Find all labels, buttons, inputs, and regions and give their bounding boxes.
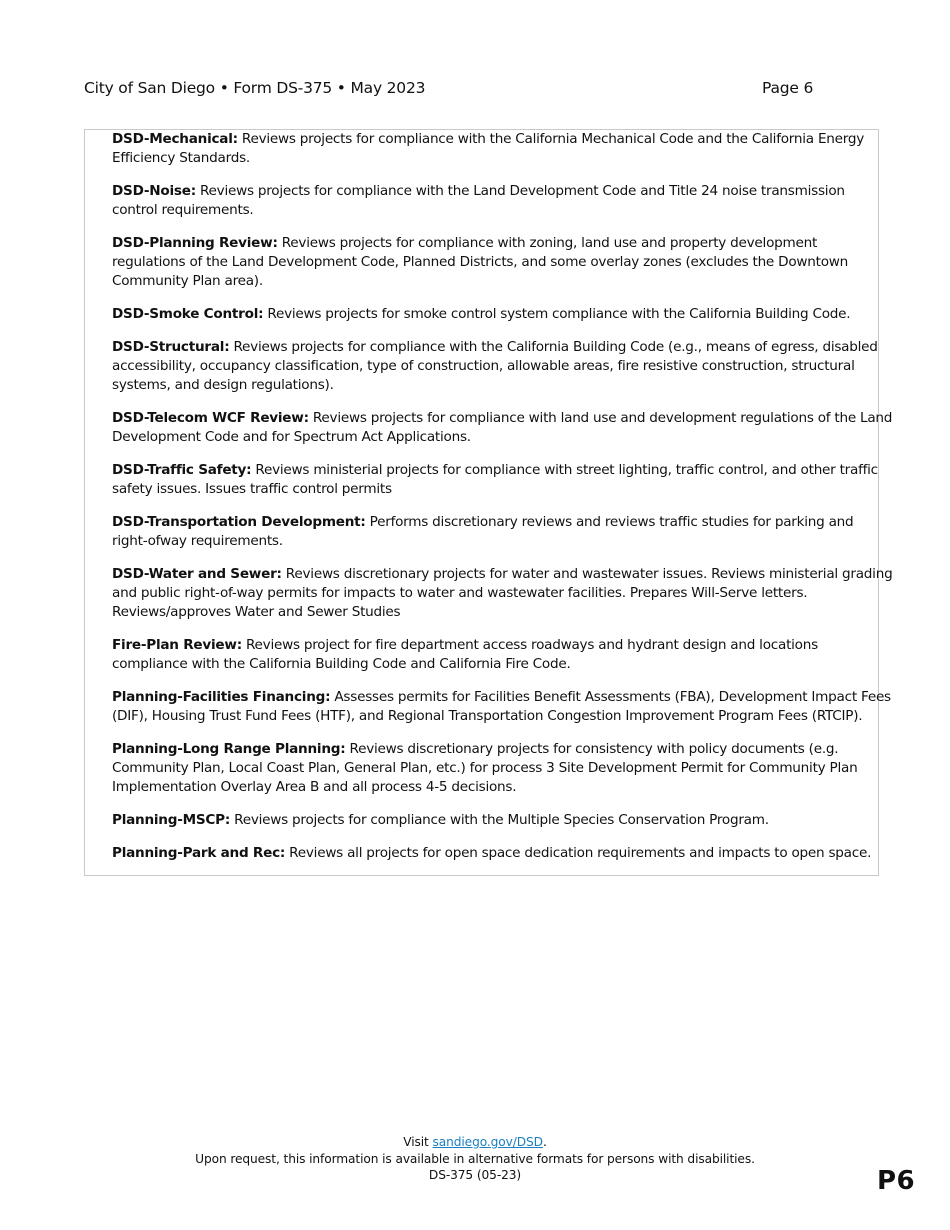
entry-planning-park-and-rec	[112, 844, 874, 863]
entry-planning-long-range-planning	[112, 740, 874, 797]
entry-text: Implementation Overlay Area B and all process 4-5 decisions.	[112, 779, 517, 795]
footer-visit-line	[0, 1134, 950, 1151]
entry-dsd-mechanical	[112, 130, 874, 168]
entry-text: and public right-of-way permits for impacts to water and wastewater facilities. Prepares Will-Serve letters.	[112, 585, 808, 601]
entry-planning-facilities-financing	[112, 688, 891, 726]
entry-text: control requirements.	[112, 202, 254, 218]
entry-dsd-structural	[112, 338, 878, 395]
entry-text: Reviews projects for compliance with the Land Development Code and Title 24 noise transmission	[195, 183, 845, 199]
entry-text: Reviews ministerial projects for compliance with street lighting, traffic control, and other traffic	[251, 462, 878, 478]
entry-name: Planning-Facilities Financing:	[112, 689, 331, 705]
page-number: Page 6	[762, 79, 814, 97]
entry-dsd-water-and-sewer	[112, 565, 893, 622]
entry-text: Efficiency Standards.	[112, 150, 251, 166]
footer-visit-prefix: Visit	[403, 1135, 433, 1149]
entry-name: DSD-Planning Review:	[112, 235, 278, 251]
entry-text: Reviews projects for compliance with the Multiple Species Conservation Program.	[230, 812, 769, 828]
entry-name: DSD-Smoke Control:	[112, 306, 264, 322]
page-tag: P6	[877, 1166, 916, 1196]
entry-text: Reviews projects for compliance with the California Building Code (e.g., means of egress, disabled	[229, 339, 878, 355]
entry-text: Development Code and for Spectrum Act Applications.	[112, 429, 471, 445]
entry-name: Planning-Long Range Planning:	[112, 741, 346, 757]
footer-form-code: DS-375 (05-23)	[428, 1168, 522, 1182]
entry-text: Reviews projects for compliance with land use and development regulations of the Land	[308, 410, 893, 426]
entry-text: Reviews all projects for open space dedication requirements and impacts to open space.	[285, 845, 872, 861]
reviewer-descriptions-box	[84, 129, 893, 876]
entry-name: DSD-Transportation Development:	[112, 514, 366, 530]
entry-name: DSD-Noise:	[112, 183, 196, 199]
entry-text: Reviews project for fire department access roadways and hydrant design and locations	[241, 637, 818, 653]
entry-text: Community Plan, Local Coast Plan, General Plan, etc.) for process 3 Site Development Permit for Community Plan	[112, 760, 858, 776]
entry-text: Reviews projects for compliance with the California Mechanical Code and the California Energy	[237, 131, 865, 147]
entry-planning-mscp	[112, 811, 874, 830]
entry-dsd-traffic-safety	[112, 461, 878, 499]
entry-text: Reviews discretionary projects for water and wastewater issues. Reviews ministerial grading	[281, 566, 893, 582]
entry-text: systems, and design regulations).	[112, 377, 334, 393]
entry-name: DSD-Traffic Safety:	[112, 462, 252, 478]
entry-name: DSD-Mechanical:	[112, 131, 238, 147]
entry-dsd-noise	[112, 182, 874, 220]
footer-accessibility-note: Upon request, this information is available in alternative formats for persons with disabilities.	[195, 1152, 755, 1166]
entry-text: (DIF), Housing Trust Fund Fees (HTF), and Regional Transportation Congestion Improvement Program Fees (RTCIP).	[112, 708, 863, 724]
entry-text: Community Plan area).	[112, 273, 263, 289]
footer-visit-suffix: .	[542, 1135, 547, 1149]
entry-text: compliance with the California Building Code and California Fire Code.	[112, 656, 571, 672]
entry-name: Planning-MSCP:	[112, 812, 231, 828]
entry-text: Performs discretionary reviews and reviews traffic studies for parking and	[365, 514, 854, 530]
entry-text: Reviews discretionary projects for consistency with policy documents (e.g.	[345, 741, 839, 757]
entry-name: Fire-Plan Review:	[112, 637, 242, 653]
entry-name: DSD-Telecom WCF Review:	[112, 410, 309, 426]
entry-dsd-planning-review	[112, 234, 874, 291]
entry-name: DSD-Structural:	[112, 339, 230, 355]
entry-dsd-smoke-control	[112, 305, 874, 324]
entry-text: accessibility, occupancy classification, type of construction, allowable areas, fire resistive construction, structural	[112, 358, 855, 374]
entry-name: Planning-Park and Rec:	[112, 845, 286, 861]
form-title: City of San Diego • Form DS-375 • May 2023	[84, 79, 426, 97]
entry-fire-plan-review	[112, 636, 874, 674]
entry-text: regulations of the Land Development Code, Planned Districts, and some overlay zones (excludes the Downtown	[112, 254, 849, 270]
entry-text: safety issues. Issues traffic control permits	[112, 481, 392, 497]
entry-text: Reviews projects for smoke control system compliance with the California Building Code.	[263, 306, 851, 322]
entry-text: Reviews/approves Water and Sewer Studies	[112, 604, 401, 620]
entry-text: Reviews projects for compliance with zoning, land use and property development	[277, 235, 818, 251]
entry-text: Assesses permits for Facilities Benefit Assessments (FBA), Development Impact Fees	[330, 689, 891, 705]
entry-dsd-telecom-wcf-review	[112, 409, 893, 447]
entry-name: DSD-Water and Sewer:	[112, 566, 282, 582]
entry-text: right-ofway requirements.	[112, 533, 283, 549]
dsd-website-link[interactable]: sandiego.gov/DSD	[432, 1135, 543, 1149]
entry-dsd-transportation-development	[112, 513, 874, 551]
